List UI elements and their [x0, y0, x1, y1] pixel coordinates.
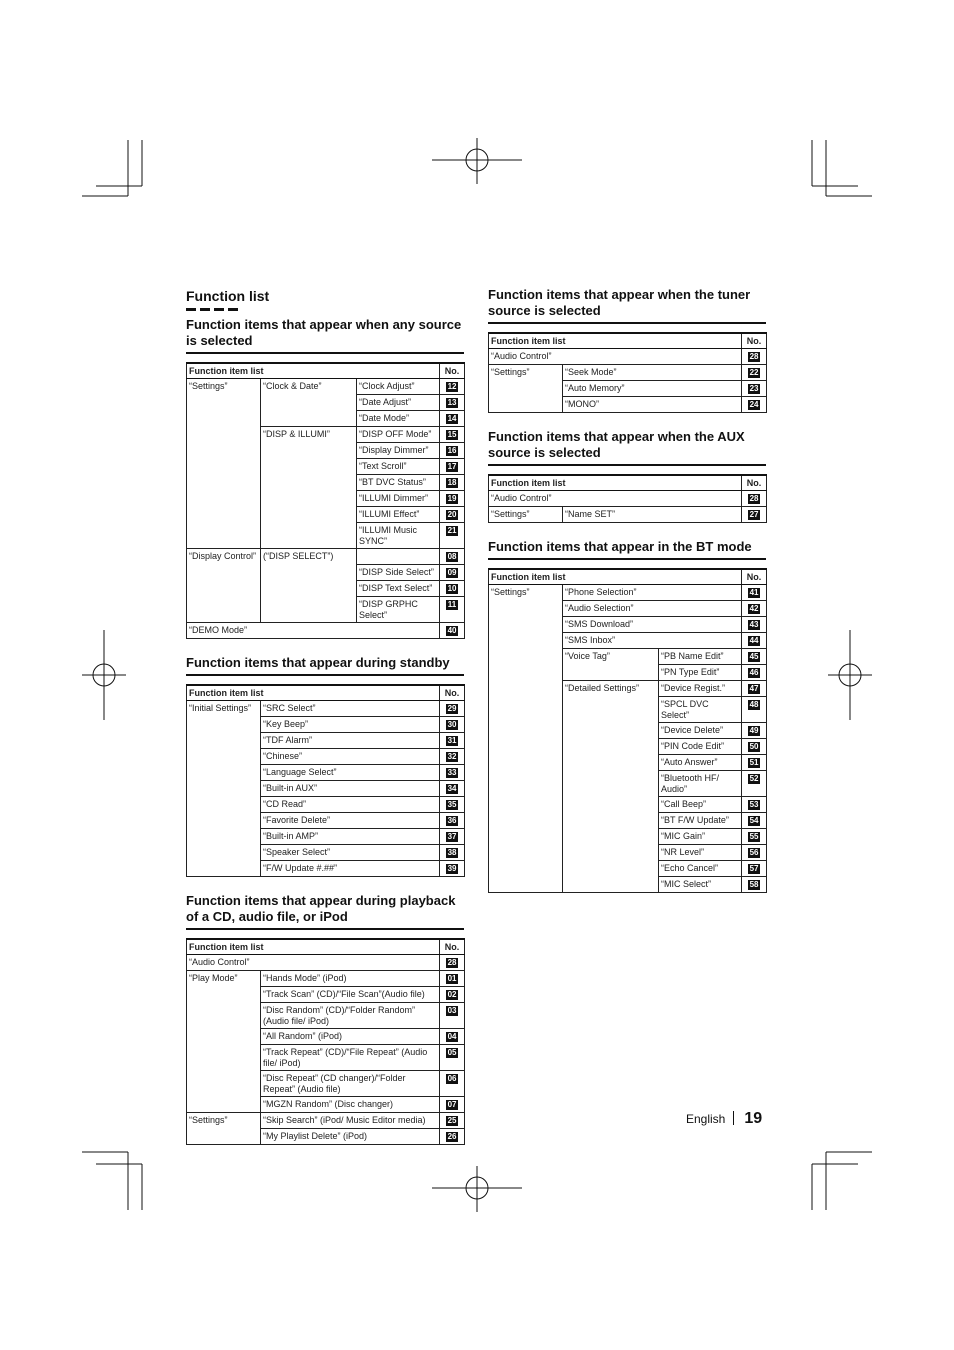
cell-item: “DISP Text Select” — [357, 581, 440, 597]
number-badge: 11 — [447, 600, 457, 609]
number-badge: 13 — [447, 398, 457, 407]
section-title-tuner: Function items that appear when the tuner source is selected — [488, 287, 766, 324]
table-row — [187, 971, 465, 987]
number-badge: 43 — [749, 620, 759, 629]
number-badge: 10 — [447, 584, 457, 593]
number-badge: 18 — [447, 478, 457, 487]
number-badge: 52 — [749, 774, 759, 783]
cell-level1: “Display Control” — [187, 549, 261, 623]
cell-item: “MONO” — [563, 397, 742, 413]
table-row — [489, 491, 767, 507]
cell-level1: “Audio Control” — [187, 955, 440, 971]
cell-item: “NR Level” — [659, 845, 742, 861]
number-badge: 42 — [749, 604, 759, 613]
number-badge: 02 — [447, 990, 457, 999]
number-badge: 58 — [749, 880, 759, 889]
number-badge: 21 — [447, 526, 457, 535]
number-badge: 33 — [447, 768, 457, 777]
cell-item: “F/W Update #.##” — [261, 861, 440, 877]
cell-item: “Bluetooth HF/ Audio” — [659, 771, 742, 797]
cell-item: “Device Regist.” — [659, 681, 742, 697]
number-badge: 40 — [447, 626, 457, 635]
number-badge: 47 — [749, 684, 759, 693]
title-underline — [186, 308, 240, 311]
cell-level1: “DEMO Mode” — [187, 623, 440, 639]
cell-item: “BT DVC Status” — [357, 475, 440, 491]
cell-item: “BT F/W Update” — [659, 813, 742, 829]
cell-item: “MIC Gain” — [659, 829, 742, 845]
cell-item: “Language Select” — [261, 765, 440, 781]
number-badge: 55 — [749, 832, 759, 841]
number-badge: 03 — [447, 1006, 457, 1015]
footer-language: English — [686, 1112, 726, 1126]
cell-item: “DISP Side Select” — [357, 565, 440, 581]
table-header-no: No. — [440, 939, 465, 955]
section-title-aux: Function items that appear when the AUX source is selected — [488, 429, 766, 466]
section-title-playback: Function items that appear during playback of a CD, audio file, or iPod — [186, 893, 464, 930]
number-badge: 30 — [447, 720, 457, 729]
cell-level2: “Voice Tag” — [563, 649, 659, 681]
table-row — [489, 585, 767, 601]
table-header-no: No. — [440, 363, 465, 379]
number-badge: 19 — [447, 494, 457, 503]
cell-item: “Name SET” — [563, 507, 742, 523]
number-badge: 35 — [447, 800, 457, 809]
cell-item: “MIC Select” — [659, 877, 742, 893]
number-badge: 41 — [749, 588, 759, 597]
table-row — [187, 549, 465, 565]
cell-item: “DISP OFF Mode” — [357, 427, 440, 443]
number-badge: 28 — [749, 494, 759, 503]
number-badge: 28 — [749, 352, 759, 361]
table-header-item: Function item list — [489, 333, 742, 349]
number-badge: 37 — [447, 832, 457, 841]
cell-level2: “Detailed Settings” — [563, 681, 659, 893]
cell-item: “Favorite Delete” — [261, 813, 440, 829]
table-tuner — [488, 332, 767, 413]
cell-item: “Disc Repeat” (CD changer)/“Folder Repeat” (Audio file) — [261, 1071, 440, 1097]
cell-item: “ILLUMI Effect” — [357, 507, 440, 523]
number-badge: 08 — [447, 552, 457, 561]
cell-item: “TDF Alarm” — [261, 733, 440, 749]
cell-item: “Text Scroll” — [357, 459, 440, 475]
number-badge: 20 — [447, 510, 457, 519]
table-bt — [488, 568, 767, 893]
number-badge: 14 — [447, 414, 457, 423]
table-row — [489, 365, 767, 381]
table-row — [187, 955, 465, 971]
number-badge: 44 — [749, 636, 759, 645]
table-header-no: No. — [742, 475, 767, 491]
number-badge: 48 — [749, 700, 759, 709]
number-badge: 24 — [749, 400, 759, 409]
table-row — [187, 1113, 465, 1129]
number-badge: 54 — [749, 816, 759, 825]
cell-level1: “Audio Control” — [489, 349, 742, 365]
cell-item: “ILLUMI Dimmer” — [357, 491, 440, 507]
left-column — [186, 288, 464, 1145]
number-badge: 09 — [447, 568, 457, 577]
table-playback — [186, 938, 465, 1145]
cell-item: “Device Delete” — [659, 723, 742, 739]
table-row — [489, 349, 767, 365]
table-standby — [186, 684, 465, 877]
cell-item: “PIN Code Edit” — [659, 739, 742, 755]
table-row — [187, 623, 465, 639]
number-badge: 46 — [749, 668, 759, 677]
cell-item: “Track Scan” (CD)/“File Scan”(Audio file) — [261, 987, 440, 1003]
section-title-standby: Function items that appear during standby — [186, 655, 464, 676]
number-badge: 26 — [447, 1132, 457, 1141]
number-badge: 07 — [447, 1100, 457, 1109]
cell-item: “PB Name Edit” — [659, 649, 742, 665]
cell-item: “Display Dimmer” — [357, 443, 440, 459]
number-badge: 57 — [749, 864, 759, 873]
cell-item: “Speaker Select” — [261, 845, 440, 861]
cell-item: “Track Repeat” (CD)/“File Repeat” (Audio file/ iPod) — [261, 1045, 440, 1071]
cell-item: “Built-in AMP” — [261, 829, 440, 845]
number-badge: 31 — [447, 736, 457, 745]
number-badge: 15 — [447, 430, 457, 439]
number-badge: 25 — [447, 1116, 457, 1125]
cell-item: “All Random” (iPod) — [261, 1029, 440, 1045]
number-badge: 23 — [749, 384, 759, 393]
number-badge: 12 — [447, 382, 457, 391]
number-badge: 16 — [447, 446, 457, 455]
cell-item: “My Playlist Delete” (iPod) — [261, 1129, 440, 1145]
table-row — [489, 507, 767, 523]
number-badge: 06 — [447, 1074, 457, 1083]
cell-level2: (“DISP SELECT”) — [261, 549, 357, 623]
table-header-no: No. — [742, 333, 767, 349]
cell-item: “Phone Selection” — [563, 585, 742, 601]
number-badge: 04 — [447, 1032, 457, 1041]
cell-item: “Key Beep” — [261, 717, 440, 733]
cell-level1: “Settings” — [489, 365, 563, 413]
number-badge: 50 — [749, 742, 759, 751]
number-badge: 36 — [447, 816, 457, 825]
number-badge: 29 — [447, 704, 457, 713]
table-aux — [488, 474, 767, 523]
cell-item: “PN Type Edit” — [659, 665, 742, 681]
number-badge: 28 — [447, 958, 457, 967]
table-header-no: No. — [440, 685, 465, 701]
cell-level1: “Settings” — [187, 379, 261, 549]
number-badge: 49 — [749, 726, 759, 735]
cell-item: “Built-in AUX” — [261, 781, 440, 797]
cell-level1: “Initial Settings” — [187, 701, 261, 877]
cell-item: “SMS Download” — [563, 617, 742, 633]
right-column — [488, 287, 766, 893]
number-badge: 53 — [749, 800, 759, 809]
cell-level1: “Settings” — [489, 585, 563, 893]
table-header-no: No. — [742, 569, 767, 585]
cell-item: “Disc Random” (CD)/“Folder Random” (Audio file/ iPod) — [261, 1003, 440, 1029]
number-badge: 17 — [447, 462, 457, 471]
cell-item: “SMS Inbox” — [563, 633, 742, 649]
number-badge: 45 — [749, 652, 759, 661]
cell-item: “Echo Cancel” — [659, 861, 742, 877]
section-title-bt: Function items that appear in the BT mode — [488, 539, 766, 560]
cell-item: “Auto Answer” — [659, 755, 742, 771]
table-header-item: Function item list — [187, 363, 440, 379]
number-badge: 22 — [749, 368, 759, 377]
cell-item: “Seek Mode” — [563, 365, 742, 381]
footer-divider — [733, 1111, 734, 1125]
page-number: 19 — [744, 1110, 763, 1127]
cell-level2: “Clock & Date” — [261, 379, 357, 427]
cell-item: “ILLUMI Music SYNC” — [357, 523, 440, 549]
table-header-item: Function item list — [489, 569, 742, 585]
number-badge: 27 — [749, 510, 759, 519]
page-title: Function list — [186, 288, 270, 304]
cell-level1: “Play Mode” — [187, 971, 261, 1113]
section-title-any-source: Function items that appear when any source is selected — [186, 317, 464, 354]
cell-item: “SPCL DVC Select” — [659, 697, 742, 723]
cell-level2: “DISP & ILLUMI” — [261, 427, 357, 549]
cell-level1: “Settings” — [489, 507, 563, 523]
cell-item: “Audio Selection” — [563, 601, 742, 617]
number-badge: 32 — [447, 752, 457, 761]
table-header-item: Function item list — [187, 685, 440, 701]
table-row — [187, 701, 465, 717]
cell-item: “CD Read” — [261, 797, 440, 813]
cell-level1: “Audio Control” — [489, 491, 742, 507]
cell-item: “Auto Memory” — [563, 381, 742, 397]
number-badge: 56 — [749, 848, 759, 857]
cell-item: “Call Beep” — [659, 797, 742, 813]
table-any-source — [186, 362, 465, 639]
number-badge: 34 — [447, 784, 457, 793]
number-badge: 51 — [749, 758, 759, 767]
cell-item: “Clock Adjust” — [357, 379, 440, 395]
number-badge: 01 — [447, 974, 457, 983]
cell-item: “Date Adjust” — [357, 395, 440, 411]
cell-level1: “Settings” — [187, 1113, 261, 1145]
table-header-item: Function item list — [187, 939, 440, 955]
cell-item: “Hands Mode” (iPod) — [261, 971, 440, 987]
cell-item: “Chinese” — [261, 749, 440, 765]
cell-item: “SRC Select” — [261, 701, 440, 717]
cell-item: “DISP GRPHC Select” — [357, 597, 440, 623]
number-badge: 05 — [447, 1048, 457, 1057]
cell-item: “MGZN Random” (Disc changer) — [261, 1097, 440, 1113]
table-header-item: Function item list — [489, 475, 742, 491]
table-row — [187, 379, 465, 395]
number-badge: 39 — [447, 864, 457, 873]
cell-item: “Skip Search” (iPod/ Music Editor media) — [261, 1113, 440, 1129]
number-badge: 38 — [447, 848, 457, 857]
page-footer — [686, 1110, 762, 1128]
cell-item: “Date Mode” — [357, 411, 440, 427]
